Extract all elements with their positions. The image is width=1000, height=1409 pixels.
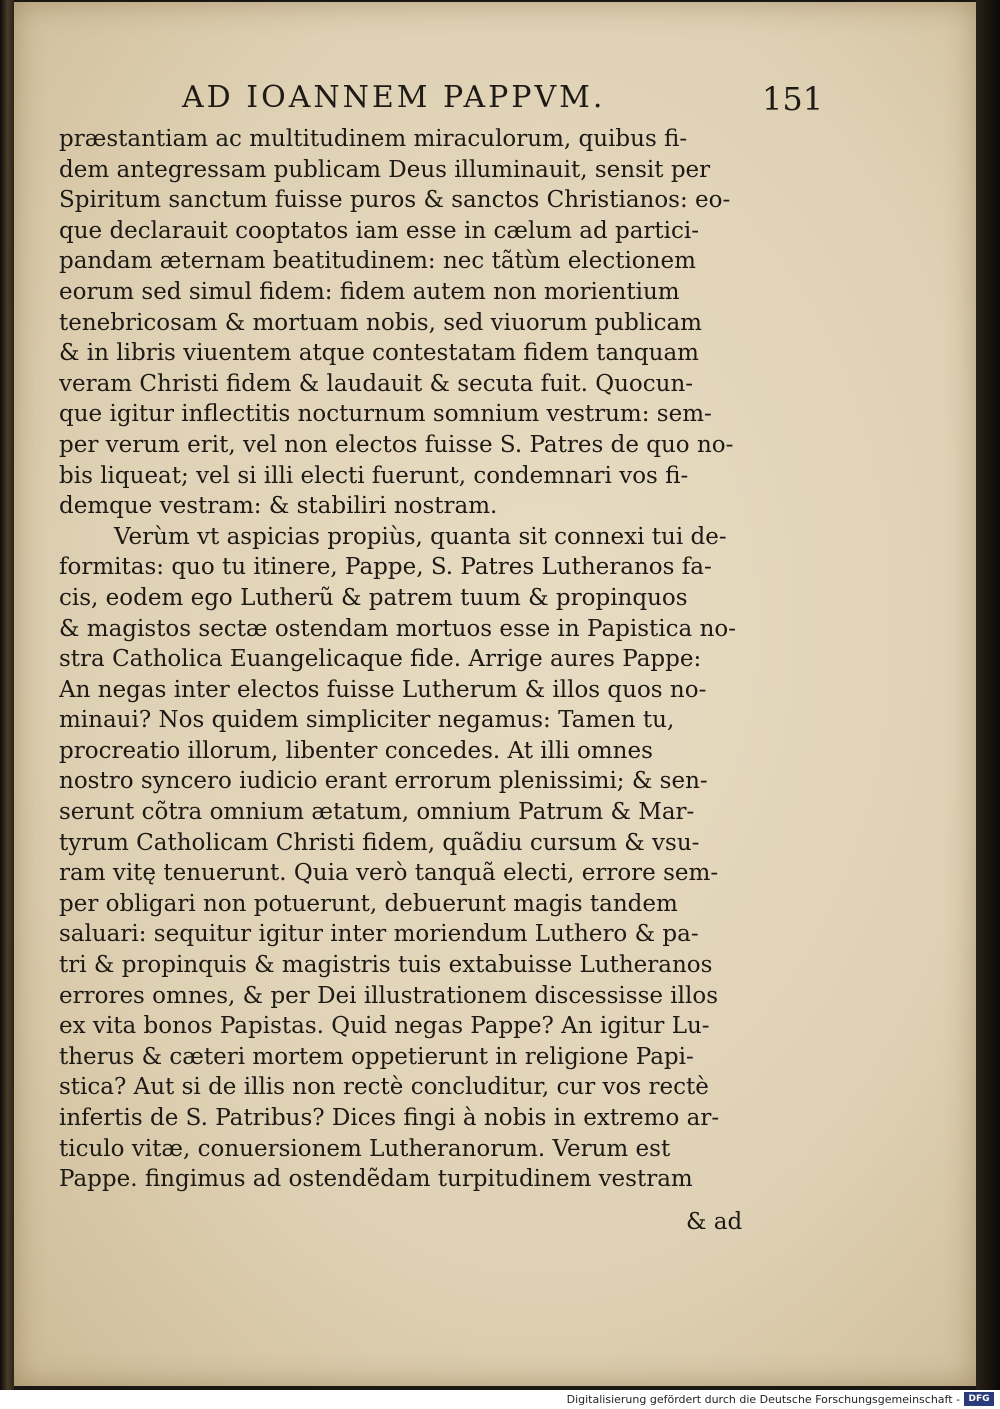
dfg-logo: DFG	[964, 1392, 994, 1406]
paragraph-start: Verùm vt aspicias propiùs, quanta sit connexi tui de-	[114, 523, 727, 550]
page-edge	[976, 0, 1000, 1390]
text-line: nostro syncero iudicio erant errorum plenissimi; & sen-	[59, 768, 708, 795]
page-header	[14, 80, 976, 124]
text-line: eorum sed simul fidem: fidem autem non morientium	[59, 278, 680, 305]
text-line: dem antegressam publicam Deus illuminauit, sensit per	[59, 156, 711, 183]
text-line: tyrum Catholicam Christi fidem, quãdiu cursum & vsu-	[59, 829, 700, 856]
running-title: AD IOANNEM PAPPVM.	[182, 80, 606, 115]
body-text	[59, 124, 779, 1195]
text-line: ticulo vitæ, conuersionem Lutheranorum. Verum est	[59, 1135, 671, 1162]
text-line: stra Catholica Euangelicaque fide. Arrige aures Pappe:	[59, 646, 702, 673]
text-line: serunt cõtra omnium ætatum, omnium Patrum & Mar-	[59, 799, 695, 826]
text-line: cis, eodem ego Lutherũ & patrem tuum & propinquos	[59, 584, 688, 611]
text-line: procreatio illorum, libenter concedes. At illi omnes	[59, 737, 653, 764]
text-line: errores omnes, & per Dei illustrationem discessisse illos	[59, 982, 719, 1009]
text-line: per obligari non potuerunt, debuerunt magis tandem	[59, 890, 678, 917]
text-line: & magistos sectæ ostendam mortuos esse in Papistica no-	[59, 615, 736, 642]
text-line: veram Christi fidem & laudauit & secuta fuit. Quocun-	[59, 370, 694, 397]
text-line: tri & propinquis & magistris tuis extabuisse Lutheranos	[59, 952, 713, 979]
text-line: ex vita bonos Papistas. Quid negas Pappe? An igitur Lu-	[59, 1013, 710, 1040]
digitization-footer	[0, 1390, 1000, 1409]
text-line: Pappe. fingimus ad ostendẽdam turpitudinem vestram	[59, 1166, 693, 1193]
text-line: An negas inter electos fuisse Lutherum & illos quos no-	[59, 676, 707, 703]
text-line: stica? Aut si de illis non rectè concluditur, cur vos rectè	[59, 1074, 709, 1101]
text-line: ram vitę tenuerunt. Quia verò tanquã electi, errore sem-	[59, 860, 719, 887]
text-line: formitas: quo tu itinere, Pappe, S. Patres Lutheranos fa-	[59, 554, 712, 581]
text-line: saluari: sequitur igitur inter moriendum Luthero & pa-	[59, 921, 699, 948]
text-line: & in libris viuentem atque contestatam fidem tanquam	[59, 340, 699, 367]
text-line: demque vestram: & stabiliri nostram.	[59, 493, 498, 520]
text-line: therus & cæteri mortem oppetierunt in religione Papi-	[59, 1043, 694, 1070]
text-line: minaui? Nos quidem simpliciter negamus: Tamen tu,	[59, 707, 675, 734]
text-line: tenebricosam & mortuam nobis, sed viuorum publicam	[59, 309, 702, 336]
funding-credit: Digitalisierung gefördert durch die Deutsche Forschungsgemeinschaft -	[566, 1393, 960, 1406]
book-page	[14, 2, 976, 1386]
text-line: infertis de S. Patribus? Dices fingi à nobis in extremo ar-	[59, 1105, 720, 1131]
book-spine	[0, 0, 14, 1390]
text-line: bis liqueat; vel si illi electi fuerunt, condemnari vos fi-	[59, 462, 689, 489]
text-line: præstantiam ac multitudinem miraculorum, quibus fi-	[59, 126, 688, 152]
text-line: que declarauit cooptatos iam esse in cælum ad partici-	[59, 217, 700, 244]
text-line: que igitur inflectitis nocturnum somnium vestrum: sem-	[59, 401, 712, 428]
text-line: Spiritum sanctum fuisse puros & sanctos Christianos: eo-	[59, 187, 731, 214]
text-line: pandam æternam beatitudinem: nec tãtùm electionem	[59, 248, 696, 275]
page-number: 151	[762, 80, 824, 118]
text-line: per verum erit, vel non electos fuisse S. Patres de quo no-	[59, 431, 734, 458]
catchword: & ad	[686, 1209, 743, 1235]
